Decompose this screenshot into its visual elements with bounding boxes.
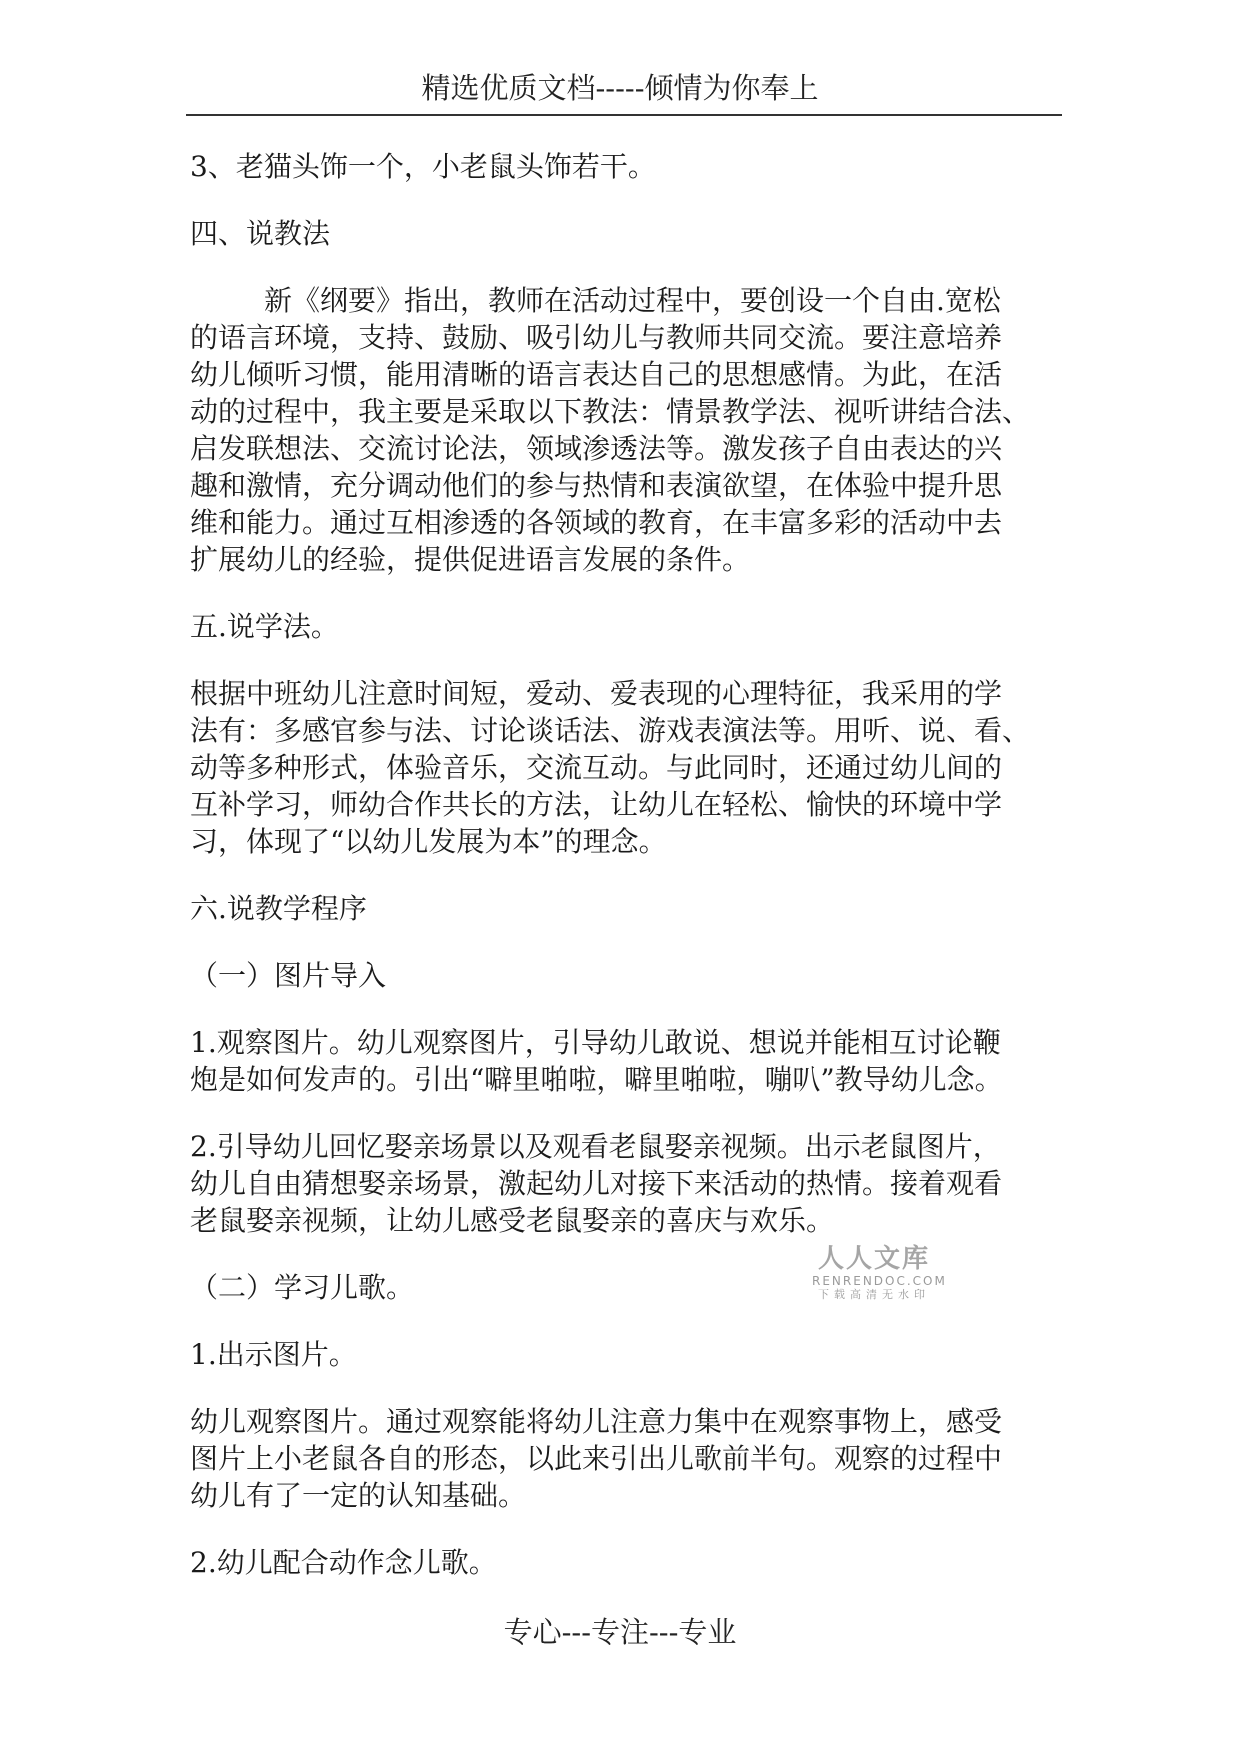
text-line: 1.观察图片。幼儿观察图片，引导幼儿敢说、想说并能相互讨论鞭: [190, 1026, 1001, 1059]
text-line: 习，体现了“以幼儿发展为本”的理念。: [190, 825, 667, 858]
subheading-picture-intro: [190, 957, 1090, 994]
paragraph-recite-with-actions: [190, 1544, 1090, 1581]
section-heading-learning-methods: [190, 608, 1090, 645]
text-line: 3、老猫头饰一个，小老鼠头饰若干。: [190, 150, 656, 183]
text-line: 启发联想法、交流讨论法，领域渗透法等。激发孩子自由表达的兴: [190, 432, 1003, 465]
paragraph-children-observe: [190, 1403, 1090, 1514]
text-line: 四、说教法: [190, 217, 331, 250]
text-line: 新《纲要》指出，教师在活动过程中，要创设一个自由.宽松: [264, 284, 1001, 317]
paragraph-wedding-recall: [190, 1128, 1090, 1239]
paragraph-teaching-methods: [190, 282, 1090, 578]
paragraph-props: [190, 148, 1090, 185]
text-line: （二）学习儿歌。: [190, 1271, 415, 1304]
paragraph-learning-methods: [190, 675, 1090, 860]
text-line: 法有：多感官参与法、讨论谈话法、游戏表演法等。用听、说、看、: [190, 714, 1031, 747]
text-line: 互补学习，师幼合作共长的方法，让幼儿在轻松、愉快的环境中学: [190, 788, 1003, 821]
text-line: 的语言环境，支持、鼓励、吸引幼儿与教师共同交流。要注意培养: [190, 321, 1003, 354]
page-header-title: 精选优质文档-----倾情为你奉上: [421, 71, 819, 105]
text-line: 幼儿有了一定的认知基础。: [190, 1479, 527, 1512]
text-line: 2.引导幼儿回忆娶亲场景以及观看老鼠娶亲视频。出示老鼠图片，: [190, 1130, 1001, 1163]
text-line: 幼儿倾听习惯，能用清晰的语言表达自己的思想感情。为此，在活: [190, 358, 1003, 391]
text-line: 老鼠娶亲视频，让幼儿感受老鼠娶亲的喜庆与欢乐。: [190, 1204, 835, 1237]
text-line: 维和能力。通过互相渗透的各领域的教育，在丰富多彩的活动中去: [190, 506, 1003, 539]
text-line: 趣和激情，充分调动他们的参与热情和表演欲望，在体验中提升思: [190, 469, 1003, 502]
text-line: 幼儿观察图片。通过观察能将幼儿注意力集中在观察事物上，感受: [190, 1405, 1003, 1438]
watermark-title: 人人文库: [817, 1244, 930, 1274]
subheading-learn-song: [190, 1269, 1090, 1306]
text-line: 幼儿自由猜想娶亲场景，激起幼儿对接下来活动的热情。接着观看: [190, 1167, 1003, 1200]
watermark-site: RENRENDOC.COM: [812, 1274, 947, 1288]
text-line: 扩展幼儿的经验，提供促进语言发展的条件。: [190, 543, 751, 576]
text-line: 动等多种形式，体验音乐，交流互动。与此同时，还通过幼儿间的: [190, 751, 1003, 784]
text-line: 1.出示图片。: [190, 1338, 357, 1371]
text-line: 六.说教学程序: [190, 892, 367, 925]
text-line: 图片上小老鼠各自的形态，以此来引出儿歌前半句。观察的过程中: [190, 1442, 1003, 1475]
watermark-logo: [812, 1244, 947, 1302]
text-line: 根据中班幼儿注意时间短，爱动、爱表现的心理特征，我采用的学: [190, 677, 1003, 710]
text-line: 2.幼儿配合动作念儿歌。: [190, 1546, 497, 1579]
page-footer: 专心---专注---专业: [503, 1615, 737, 1649]
document-body: [190, 148, 1090, 1581]
watermark-subtitle: 下载高清无水印: [818, 1288, 930, 1301]
text-line: 五.说学法。: [190, 610, 339, 643]
header-divider: [186, 114, 1062, 116]
text-line: （一）图片导入: [190, 959, 387, 992]
text-line: 炮是如何发声的。引出“噼里啪啦，噼里啪啦，嘣叭”教导幼儿念。: [190, 1063, 1003, 1096]
section-heading-teaching-methods: [190, 215, 1090, 252]
paragraph-show-picture: [190, 1336, 1090, 1373]
paragraph-observe-picture: [190, 1024, 1090, 1098]
text-line: 动的过程中，我主要是采取以下教法：情景教学法、视听讲结合法、: [190, 395, 1031, 428]
section-heading-procedure: [190, 890, 1090, 927]
